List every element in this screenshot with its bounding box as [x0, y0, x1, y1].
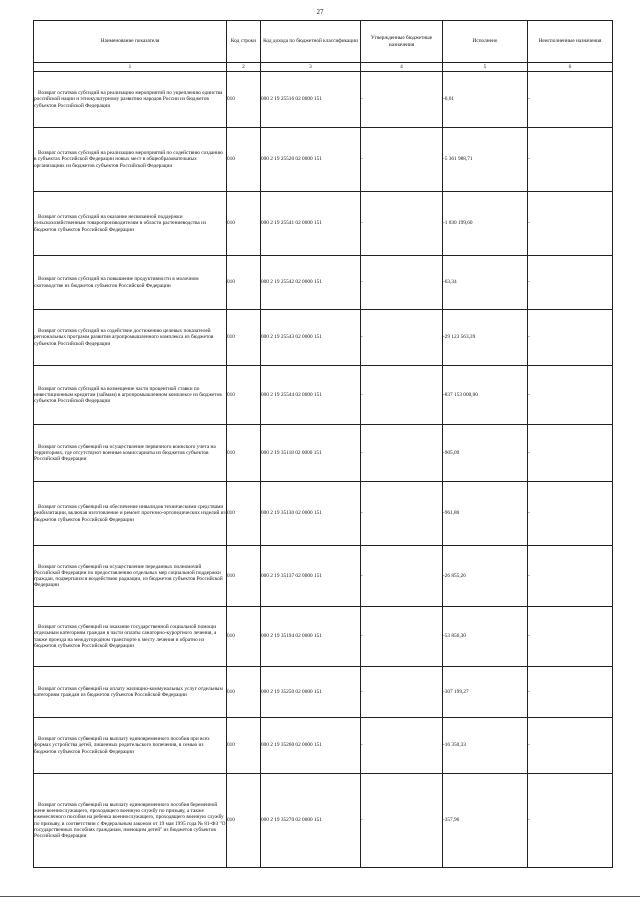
row-approved: -: [361, 256, 443, 310]
row-approved: -: [361, 366, 443, 425]
row-approved: -: [361, 425, 443, 482]
row-name: Возврат остатков субвенций на обеспечение инвалидов техническими средствами реабилитации, включая изготовление и ремонт протезно-ортопедических изделий из бюджетов субъектов Российской Федерации: [34, 504, 226, 523]
row-executed: -961,80: [443, 482, 528, 546]
row-code: 010: [227, 256, 261, 310]
row-executed: -307 199,27: [443, 667, 528, 718]
row-executed: -357,96: [443, 774, 528, 868]
header-unexecuted: Неисполненные назначения: [528, 21, 613, 63]
row-code: 010: [227, 128, 261, 192]
row-executed: -16 350,33: [443, 718, 528, 774]
row-name: Возврат остатков субвенций на осуществление переданных полномочий Российской Федерации по предоставлению отдельных мер социальной поддержки граждан, подвергшихся воздействию радиации, из бюджетов субъектов Российской Федерации: [34, 563, 223, 589]
row-kbk: 000 2 19 25542 02 0000 151: [261, 256, 361, 310]
row-unexecuted: -: [528, 774, 613, 868]
row-unexecuted: -: [528, 546, 613, 607]
row-name: Возврат остатков субсидий на оказание несвязанной поддержки сельскохозяйственным товаропроизводителям в области растениеводства из бюджетов субъектов Российской Федерации: [34, 214, 207, 233]
row-executed: -905,09: [443, 425, 528, 482]
row-approved: -: [361, 192, 443, 256]
row-approved: -: [361, 546, 443, 607]
row-unexecuted: -: [528, 482, 613, 546]
row-kbk: 000 2 19 35270 02 0000 151: [261, 774, 361, 868]
table-row: [34, 546, 613, 607]
table-row: [34, 256, 613, 310]
row-approved: -: [361, 774, 443, 868]
row-kbk: 000 2 19 35260 02 0000 151: [261, 718, 361, 774]
table-row: [34, 192, 613, 256]
row-code: 010: [227, 425, 261, 482]
header-kbk: Код дохода по бюджетной классификации: [261, 21, 361, 63]
page-number: 27: [316, 8, 324, 16]
row-kbk: 000 2 19 25516 02 0000 151: [261, 72, 361, 128]
page-bottom-rule: [0, 896, 640, 897]
row-kbk: 000 2 19 25543 02 0000 151: [261, 310, 361, 366]
row-executed: -53 856,30: [443, 607, 528, 667]
row-name: Возврат остатков субсидий на реализацию мероприятий по содействию созданию в субъектах Российской Федерации новых мест в общеобразовательных организациях из бюджетов субъектов Российской Федерации: [34, 150, 223, 169]
table-row: [34, 718, 613, 774]
table-row: [34, 366, 613, 425]
row-approved: -: [361, 667, 443, 718]
column-number: 3: [261, 63, 361, 72]
row-code: 010: [227, 72, 261, 128]
row-approved: -: [361, 482, 443, 546]
row-name: Возврат остатков субвенций на выплату единовременного пособия беременной жене военнослужащего, проходящего военную службу по призыву, а также ежемесячного пособия на ребенка военнослужащего, проходящего военную службу по призыву, в соответствии с Федеральным законом от 19 мая 1995 года № 81-ФЗ "О государственных пособиях гражданам, имеющим детей" из бюджетов субъектов Российской Федерации: [34, 801, 226, 839]
table-row: [34, 607, 613, 667]
row-unexecuted: -: [528, 718, 613, 774]
row-kbk: 000 2 19 35194 02 0000 151: [261, 607, 361, 667]
row-kbk: 000 2 19 35137 02 0000 151: [261, 546, 361, 607]
row-executed: -63,34: [443, 256, 528, 310]
row-kbk: 000 2 19 25544 02 0000 151: [261, 366, 361, 425]
row-unexecuted: -: [528, 310, 613, 366]
row-executed: -837 153 000,00: [443, 366, 528, 425]
row-code: 010: [227, 667, 261, 718]
row-approved: -: [361, 607, 443, 667]
column-number-row: [34, 63, 613, 72]
row-code: 010: [227, 366, 261, 425]
row-name: Возврат остатков субсидий на содействие достижению целевых показателей региональных программ развития агропромышленного комплекса из бюджетов субъектов Российской Федерации: [34, 328, 214, 347]
row-approved: -: [361, 718, 443, 774]
row-unexecuted: -: [528, 192, 613, 256]
row-name: Возврат остатков субсидий на повышение продуктивности в молочном скотоводстве из бюджетов субъектов Российской Федерации: [34, 276, 199, 289]
table-row: [34, 667, 613, 718]
table-row: [34, 425, 613, 482]
table-row: [34, 310, 613, 366]
row-name: Возврат остатков субсидий на возмещение части процентной ставки по инвестиционным кредитам (займам) в агропромышленном комплексе из бюджетов субъектов Российской Федерации: [34, 385, 222, 405]
table-row: [34, 774, 613, 868]
row-code: 010: [227, 607, 261, 667]
row-unexecuted: -: [528, 607, 613, 667]
row-kbk: 000 2 19 25541 02 0000 151: [261, 192, 361, 256]
row-name: Возврат остатков субвенций на оказание государственной социальной помощи отдельным категориям граждан в части оплаты санаторно-курортного лечения, а также проезда на междугородном транспорте к месту лечения и обратно из бюджетов субъектов Российской Федерации: [34, 624, 217, 649]
table-row: [34, 128, 613, 192]
column-number: 1: [34, 63, 227, 72]
row-executed: -5 361 988,71: [443, 128, 528, 192]
row-approved: -: [361, 310, 443, 366]
row-unexecuted: -: [528, 667, 613, 718]
row-executed: -29 123 563,39: [443, 310, 528, 366]
column-number: 6: [528, 63, 613, 72]
row-code: 010: [227, 482, 261, 546]
row-executed: -0,01: [443, 72, 528, 128]
header-executed: Исполнено: [443, 21, 528, 63]
row-code: 010: [227, 718, 261, 774]
row-kbk: 000 2 19 35250 02 0000 151: [261, 667, 361, 718]
row-unexecuted: -: [528, 72, 613, 128]
row-kbk: 000 2 19 35130 02 0000 151: [261, 482, 361, 546]
row-name: Возврат остатков субвенций на оплату жилищно-коммунальных услуг отдельным категориям граждан из бюджетов субъектов Российской Федерации: [34, 685, 223, 698]
row-unexecuted: -: [528, 366, 613, 425]
row-executed: -26 855,26: [443, 546, 528, 607]
table-row: [34, 482, 613, 546]
row-unexecuted: -: [528, 256, 613, 310]
row-code: 010: [227, 546, 261, 607]
row-kbk: 000 2 19 25520 02 0000 151: [261, 128, 361, 192]
row-code: 010: [227, 310, 261, 366]
column-number: 4: [361, 63, 443, 72]
row-name: Возврат остатков субвенций на выплату единовременного пособия при всех формах устройства детей, лишенных родительского попечения, в семью из бюджетов субъектов Российской Федерации: [34, 736, 210, 755]
header-code: Код строки: [227, 21, 261, 63]
row-executed: -1 030 199,60: [443, 192, 528, 256]
column-number: 5: [443, 63, 528, 72]
header-approved: Утвержденные бюджетные назначения: [361, 21, 443, 63]
header-name: Наименование показателя: [34, 21, 227, 63]
row-approved: -: [361, 128, 443, 192]
header-row: [34, 21, 613, 63]
row-kbk: 000 2 19 35118 02 0000 151: [261, 425, 361, 482]
row-code: 010: [227, 774, 261, 868]
table-row: [34, 72, 613, 128]
row-code: 010: [227, 192, 261, 256]
row-approved: -: [361, 72, 443, 128]
row-name: Возврат остатков субвенций на осуществление первичного воинского учета на территориях, где отсутствуют военные комиссариаты из бюджетов субъектов Российской Федерации: [34, 443, 216, 463]
row-unexecuted: -: [528, 425, 613, 482]
column-number: 2: [227, 63, 261, 72]
budget-report-table: [33, 20, 613, 868]
row-name: Возврат остатков субсидий на реализацию мероприятий по укреплению единства российской нации и этнокультурному развитию народов России из бюджетов субъектов Российской Федерации: [34, 90, 223, 109]
row-unexecuted: -: [528, 128, 613, 192]
